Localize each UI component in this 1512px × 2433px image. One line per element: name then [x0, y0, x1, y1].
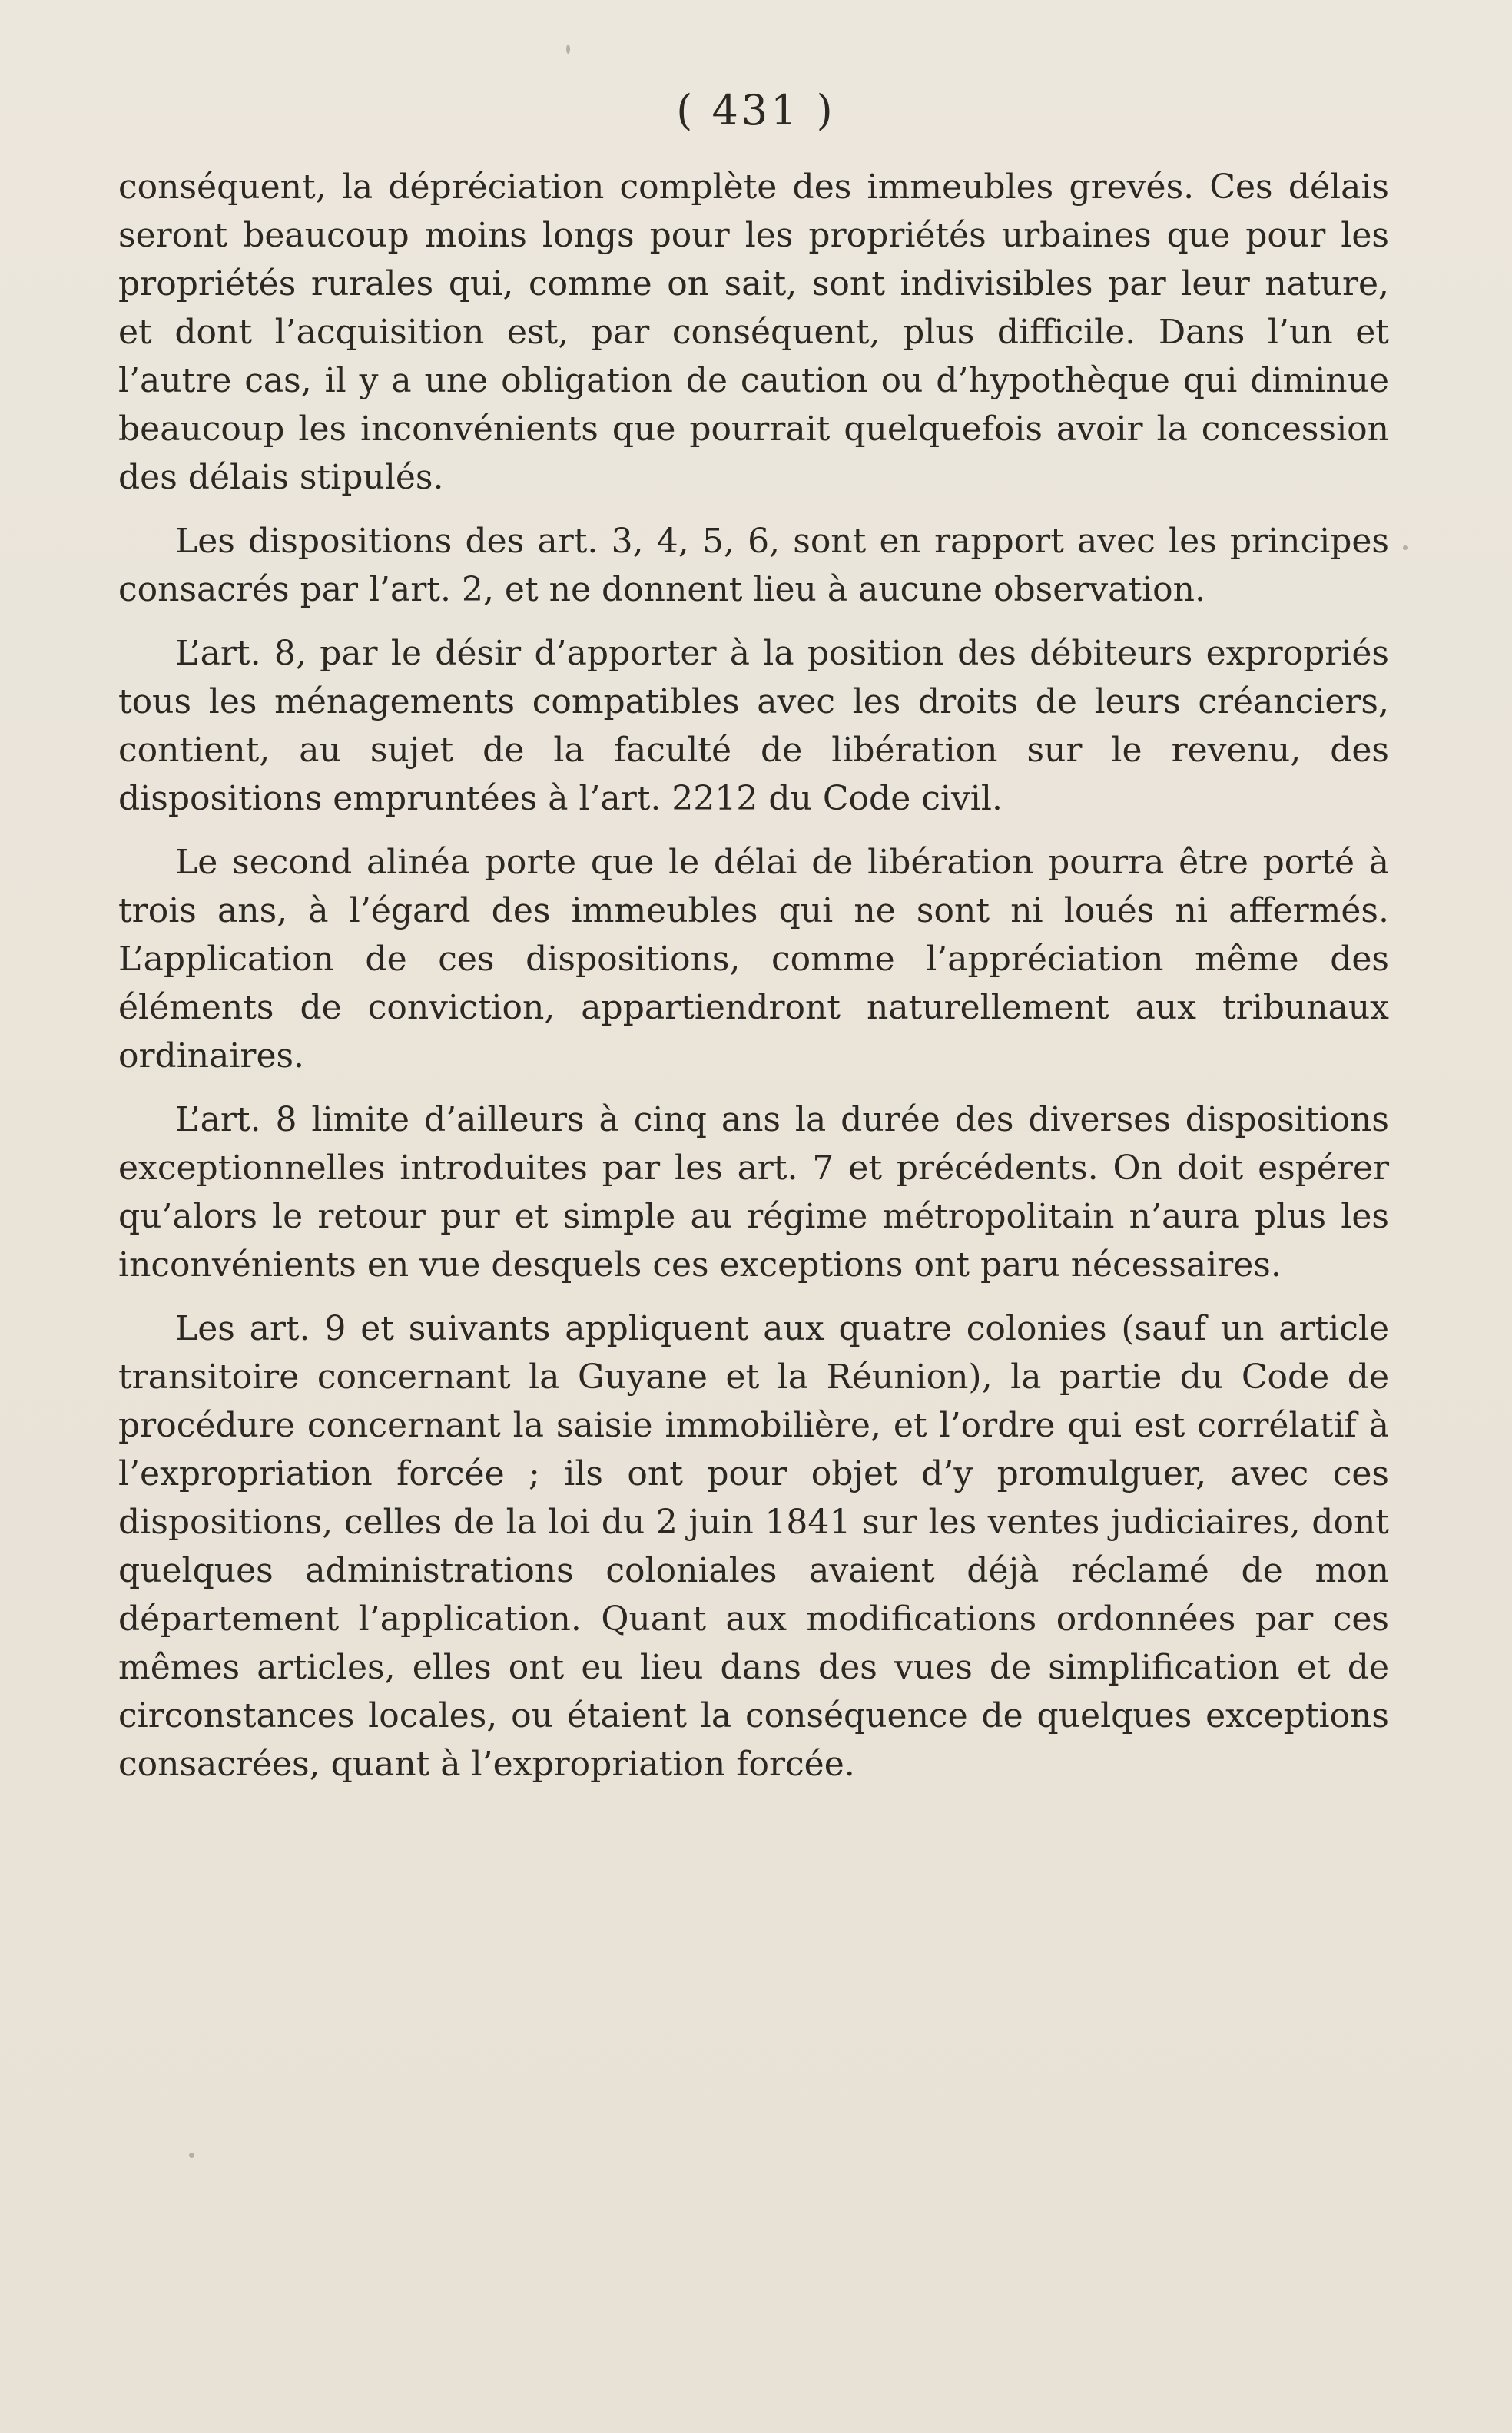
paragraph: L’art. 8 limite d’ailleurs à cinq ans la durée des diverses dispositions exceptionnelles introduites par les art. 7 et précédents. On doit espérer qu’alors le retour pur et simple au régime métropolitain n’aura plus les inconvénients en vue desquels ces exceptions ont paru nécessaires.: [118, 1100, 1389, 1284]
paragraph: Les art. 9 et suivants appliquent aux quatre colonies (sauf un article transitoire concernant la Guyane et la Réunion), la partie du Code de procédure concernant la saisie immobilière, et l’ordre qui est corrélatif à l’expropriation forcée ; ils ont pour objet d’y promulguer, avec ces dispositions, celles de la loi du 2 juin 1841 sur les ventes judiciaires, dont quelques administrations coloniales avaient déjà réclamé de mon département l’application. Quant aux modifications ordonnées par ces mêmes articles, elles ont eu lieu dans des vues de simplification et de circonstances locales, ou étaient la conséquence de quelques exceptions consacrées, quant à l’expropriation forcée.: [118, 1309, 1389, 1784]
paragraph: Les dispositions des art. 3, 4, 5, 6, sont en rapport avec les principes consacrés par l’art. 2, et ne donnent lieu à aucune observation.: [118, 522, 1389, 609]
ink-speck: [189, 2153, 194, 2158]
paragraph: conséquent, la dépréciation complète des immeubles grevés. Ces délais seront beaucoup moins longs pour les propriétés urbaines que pour les propriétés rurales qui, comme on sait, sont indivisibles par leur nature, et dont l’acquisition est, par conséquent, plus difficile. Dans l’un et l’autre cas, il y a une obligation de caution ou d’hypothèque qui diminue beaucoup les inconvénients que pourrait quelquefois avoir la concession des délais stipulés.: [118, 167, 1389, 497]
ink-speck: [566, 45, 570, 54]
body-text: [118, 163, 1389, 1804]
paragraph: Le second alinéa porte que le délai de libération pourra être porté à trois ans, à l’égard des immeubles qui ne sont ni loués ni affermés. L’application de ces dispositions, comme l’appréciation même des éléments de conviction, appartiendront naturellement aux tribunaux ordinaires.: [118, 843, 1389, 1076]
ink-speck: [1403, 545, 1408, 550]
paragraph: L’art. 8, par le désir d’apporter à la position des débiteurs expropriés tous les ménagements compatibles avec les droits de leurs créanciers, contient, au sujet de la faculté de libération sur le revenu, des dispositions empruntées à l’art. 2212 du Code civil.: [118, 634, 1389, 818]
page-number: ( 431 ): [676, 86, 836, 134]
